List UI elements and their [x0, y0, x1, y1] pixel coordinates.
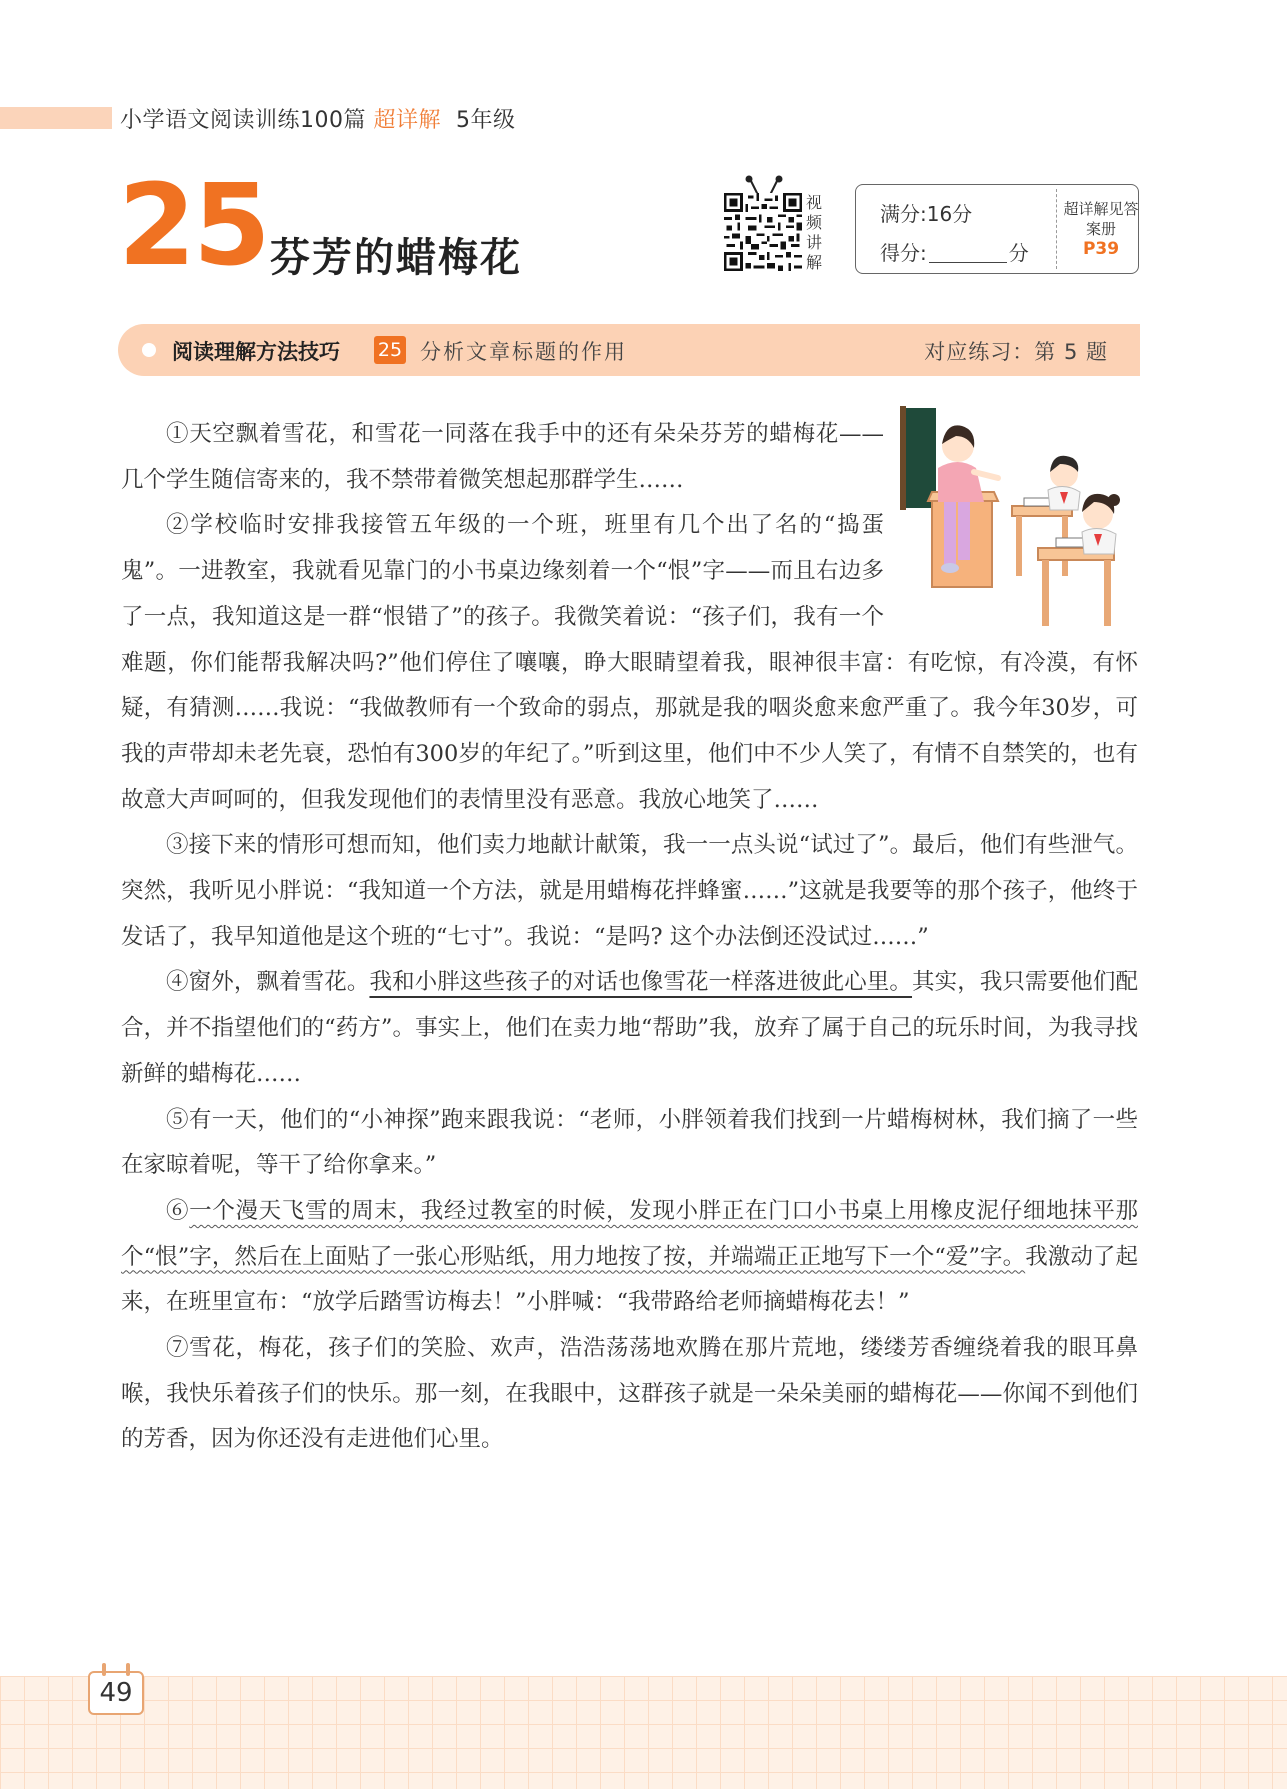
score-got [880, 237, 1029, 266]
page-number: 49 [99, 1678, 133, 1708]
header-accent-band [0, 107, 112, 129]
wavy-underlined-sentence: 一个漫天飞雪的周末，我经过教室的时候，发现小胖正在门口小书桌上用橡皮泥仔细地抹平那个“恨”字，然后在上面贴了一张心形贴纸，用力地按了按，并端端正正地写下一个“爱”字。 [121, 1197, 1138, 1270]
score-got-unit: 分 [1008, 241, 1029, 265]
paragraph-3: ③接下来的情形可想而知，他们卖力地献计献策，我一一点头说“试过了”。最后，他们有些泄气。突然，我听见小胖说：“我知道一个方法，就是用蜡梅花拌蜂蜜……”这就是我要等的那个孩子，他终于发话了，我早知道他是这个班的“七寸”。我说：“是吗? 这个办法倒还没试过……” [121, 832, 1138, 950]
score-blank[interactable] [929, 244, 1007, 263]
score-divider [1056, 189, 1057, 269]
underlined-sentence: 我和小胖这些孩子的对话也像雪花一样落进彼此心里。 [369, 969, 913, 996]
answer-reference [1062, 199, 1140, 259]
lesson-number: 25 [118, 161, 268, 291]
classroom-illustration [898, 406, 1146, 631]
method-topic: 分析文章标题的作用 [420, 340, 627, 364]
score-got-label: 得分: [880, 241, 927, 265]
answer-page: P39 [1082, 239, 1120, 259]
paragraph-5: ⑤有一天，他们的“小神探”跑来跟我说：“老师，小胖领着我们找到一片蜡梅树林，我们摘了一些在家晾着呢，等干了给你拿来。” [121, 1106, 1138, 1179]
paragraph-4-end: 其实，我只需要他们配合，并不指望他们的“药方”。事实上，他们在卖力地“帮助”我，放弃了属于自己的玩乐时间，为我寻找新鲜的蜡梅花…… [121, 969, 1138, 1087]
paragraph-1: ①天空飘着雪花，和雪花一同落在我手中的还有朵朵芬芳的蜡梅花——几个学生随信寄来的，我不禁带着微笑想起那群学生…… [121, 421, 884, 493]
paragraph-4 [121, 960, 1138, 1097]
score-full: 满分:16分 [880, 202, 973, 226]
method-label: 阅读理解方法技巧 [172, 340, 340, 364]
book-highlight: 超详解 [373, 108, 442, 133]
page-number-badge [88, 1663, 146, 1717]
article [121, 412, 1138, 1463]
footer-grid-background [0, 1676, 1287, 1789]
method-number: 25 [374, 336, 406, 364]
video-explanation-label: 视频讲解 [806, 193, 823, 272]
answer-reference-text: 超详解见答案册 [1063, 200, 1139, 238]
paragraph-7: ⑦雪花，梅花，孩子们的笑脸、欢声，浩浩荡荡地欢腾在那片荒地，缕缕芳香缠绕着我的眼耳鼻喉，我快乐着孩子们的快乐。那一刻，在我眼中，这群孩子就是一朵朵美丽的蜡梅花——你闻不到他们的芳香，因为你还没有走进他们心里。 [121, 1335, 1138, 1453]
paragraph-6 [121, 1189, 1138, 1326]
score-box [855, 184, 1139, 274]
running-header [120, 103, 516, 134]
method-exercise: 对应练习：第 5 题 [924, 340, 1108, 364]
lesson-title: 芬芳的蜡梅花 [270, 235, 522, 281]
paragraph-2: ②学校临时安排我接管五年级的一个班，班里有几个出了名的“捣蛋鬼”。一进教室，我就看见靠门的小书桌边缘刻着一个“恨”字——而且右边多了一点，我知道这是一群“恨错了”的孩子。我微笑着说：“孩子们，我有一个难题，你们能帮我解决吗?”他们停住了嚷嚷，睁大眼睛望着我，眼神很丰富：有吃惊，有冷漠，有怀疑，有猜测……我说：“我做教师有一个致命的弱点，那就是我的咽炎愈来愈严重了。我今年30岁，可我的声带却未老先衰，恐怕有300岁的年纪了。”听到这里，他们中不少人笑了，有情不自禁笑的，也有故意大声呵呵的，但我发现他们的表情里没有恶意。我放心地笑了…… [121, 512, 1138, 813]
method-bullet [142, 343, 156, 357]
book-grade: 5年级 [456, 108, 516, 133]
method-bar [118, 324, 1140, 376]
paragraph-6-start: ⑥ [166, 1197, 190, 1224]
paragraph-6-end: 我激动了起来，在班里宣布：“放学后踏雪访梅去！”小胖喊：“我带路给老师摘蜡梅花去！” [121, 1243, 1138, 1316]
qr-code-icon[interactable] [724, 193, 802, 271]
paragraph-4-start: ④窗外，飘着雪花。 [166, 969, 370, 996]
book-title: 小学语文阅读训练100篇 [120, 108, 366, 133]
